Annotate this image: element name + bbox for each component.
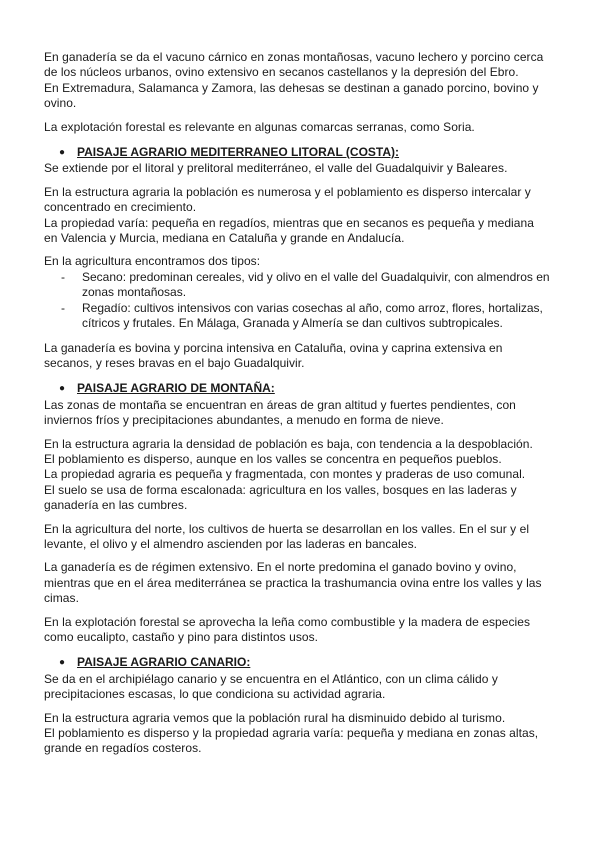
paragraph: La propiedad agraria es pequeña y fragmentada, con montes y praderas de uso comunal.: [44, 467, 526, 482]
paragraph: La ganadería es de régimen extensivo. En el norte predomina el ganado bovino y ovino, mientras que en el área mediterránea se practica la trashumancia ovina entre los valles y las cimas.: [44, 560, 542, 606]
list-item: [44, 270, 550, 301]
paragraph: El suelo se usa de forma escalonada: agricultura en los valles, bosques en las laderas y ganadería en las cumbres.: [44, 482, 517, 513]
section-heading-mediterraneo: [44, 145, 550, 160]
paragraph: Las zonas de montaña se encuentran en áreas de gran altitud y fuertes pendientes, con inviernos fríos y precipitaciones abundantes, a menudo en forma de nieve.: [44, 397, 516, 428]
paragraph: El poblamiento es disperso y la propiedad agraria varía: pequeña y mediana en zonas altas, grande en regadíos costeros.: [44, 726, 539, 756]
bullet-icon: ●: [59, 147, 66, 159]
paragraph: En ganadería se da el vacuno cárnico en zonas montañosas, vacuno lechero y porcino cerca de los núcleos urbanos, ovino extensivo en secanos castellanos y la depresión del Ebro.: [44, 50, 544, 80]
bullet-icon: ●: [59, 383, 66, 395]
paragraph: En Extremadura, Salamanca y Zamora, las dehesas se destinan a ganado porcino, bovino y ovino.: [44, 80, 539, 111]
paragraph: En la agricultura del norte, los cultivos de huerta se desarrollan en los valles. En el sur y el levante, el olivo y el almendro ascienden por las laderas en bancales.: [44, 521, 530, 551]
paragraph: Se extiende por el litoral y prelitoral mediterráneo, el valle del Guadalquivir y Baleares.: [44, 161, 508, 176]
paragraph: La ganadería es bovina y porcina intensiva en Cataluña, ovina y caprina extensiva en secanos, y reses bravas en el bajo Guadalquivir.: [44, 340, 503, 370]
list-item-text: Secano: predominan cereales, vid y olivo en el valle del Guadalquivir, con almendros en zonas montañosas.: [82, 269, 550, 300]
section-title: PAISAJE AGRARIO MEDITERRANEO LITORAL (COSTA):: [77, 145, 400, 160]
paragraph: En la estructura agraria la población es numerosa y el poblamiento es disperso intercalar y concentrado en crecimiento.: [44, 184, 531, 215]
paragraph: La propiedad varía: pequeña en regadíos, mientras que en secanos es pequeña y mediana en Valencia y Murcia, mediana en Cataluña y grande en Andalucía.: [44, 215, 534, 246]
dash-marker: -: [61, 269, 65, 284]
paragraph: En la explotación forestal se aprovecha la leña como combustible y la madera de especies como eucalipto, castaño y pino para distintos usos.: [44, 614, 531, 644]
paragraph: En la agricultura encontramos dos tipos:: [44, 254, 261, 269]
section-title: PAISAJE AGRARIO CANARIO:: [77, 655, 251, 670]
list-item-text: Regadío: cultivos intensivos con varias cosechas al año, como arroz, flores, hortalizas, cítricos y frutales. En Málaga, Granada y Almería se dan cultivos subtropicales.: [82, 300, 543, 331]
paragraph: En la estructura agraria vemos que la población rural ha disminuido debido al turismo.: [44, 710, 506, 725]
paragraph: El poblamiento es disperso, aunque en los valles se concentra en pequeños pueblos.: [44, 451, 502, 466]
list-item: [44, 301, 550, 332]
paragraph: En la estructura agraria la densidad de población es baja, con tendencia a la despoblación.: [44, 436, 533, 451]
bullet-icon: ●: [59, 657, 66, 669]
section-title: PAISAJE AGRARIO DE MONTAÑA:: [77, 381, 275, 396]
paragraph: Se da en el archipiélago canario y se encuentra en el Atlántico, con un clima cálido y precipitaciones escasas, lo que condiciona su actividad agraria.: [44, 671, 498, 702]
paragraph: La explotación forestal es relevante en algunas comarcas serranas, como Soria.: [44, 119, 475, 134]
dash-marker: -: [61, 300, 65, 315]
section-heading-montana: [44, 381, 550, 396]
section-heading-canario: [44, 655, 550, 670]
crop-types-list: [44, 270, 550, 332]
